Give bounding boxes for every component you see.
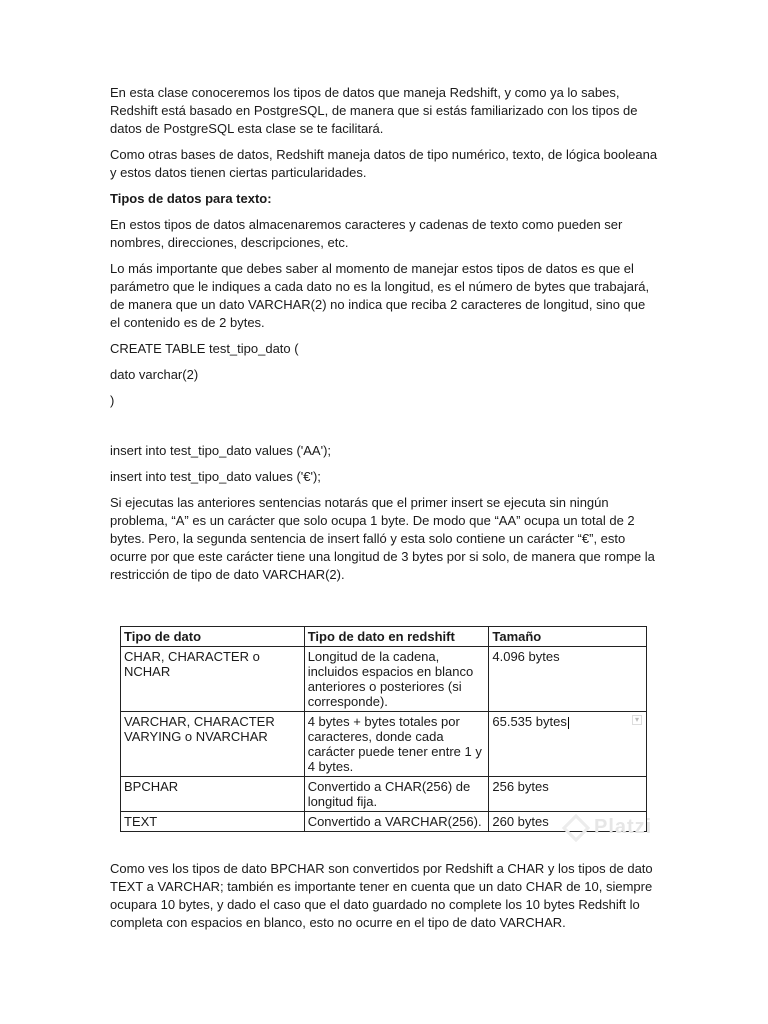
table-cell: 4.096 bytes <box>489 647 647 712</box>
code-create-table: CREATE TABLE test_tipo_dato ( <box>110 341 299 356</box>
platzi-logo-icon <box>562 814 590 842</box>
table-cell: CHAR, CHARACTER o NCHAR <box>121 647 305 712</box>
table-cell-text: 65.535 bytes <box>492 714 567 729</box>
code-close: ) <box>110 393 115 408</box>
data-types-table <box>120 626 647 832</box>
table-cell: Longitud de la cadena, incluidos espacios en blanco anteriores o posteriores (si corresponde). <box>304 647 489 712</box>
table-cell: Convertido a VARCHAR(256). <box>304 812 489 832</box>
header-size: Tamaño <box>489 627 647 647</box>
intro-paragraph: En esta clase conoceremos los tipos de datos que maneja Redshift, y como ya lo sabes, Redshift está basado en PostgreSQL, de manera que si estás familiarizado con los tipos de datos de PostgreSQL esta clase se te facilitará. <box>110 85 638 136</box>
table-cell: VARCHAR, CHARACTER VARYING o NVARCHAR <box>121 712 305 777</box>
table-header-row <box>121 627 647 647</box>
second-paragraph: Como otras bases de datos, Redshift maneja datos de tipo numérico, texto, de lógica booleana y estos datos tienen ciertas particularidades. <box>110 147 658 180</box>
important-paragraph: Lo más importante que debes saber al momento de manejar estos tipos de datos es que el parámetro que le indiques a cada dato no es la longitud, es el número de bytes que trabajará, de manera que un dato VARCHAR(2) no indica que reciba 2 caracteres de longitud, sino que el contenido es de 2 bytes. <box>110 261 650 330</box>
table-cell-selected[interactable] <box>489 712 647 777</box>
text-types-paragraph: En estos tipos de datos almacenaremos caracteres y cadenas de texto como pueden ser nombres, direcciones, descripciones, etc. <box>110 217 623 250</box>
table-row <box>121 712 647 777</box>
table-cell: BPCHAR <box>121 777 305 812</box>
table-row <box>121 777 647 812</box>
code-insert-2: insert into test_tipo_dato values ('€'); <box>110 469 321 484</box>
data-types-table-wrapper <box>120 626 647 832</box>
explanation-paragraph: Si ejecutas las anteriores sentencias notarás que el primer insert se ejecuta sin ningún problema, “A” es un carácter que solo ocupa 1 byte. De modo que “AA” ocupa un total de 2 bytes. Pero, la segunda sentencia de insert falló y esta solo contiene un carácter “€”, esto ocurre por que este carácter tiene una longitud de 3 bytes por si solo, de manera que rompe la restricción de tipo de dato VARCHAR(2). <box>110 495 655 582</box>
table-cell: Convertido a CHAR(256) de longitud fija. <box>304 777 489 812</box>
platzi-watermark <box>566 816 652 839</box>
table-row <box>121 647 647 712</box>
table-cell: 260 bytes <box>489 812 647 832</box>
code-insert-1: insert into test_tipo_dato values ('AA'); <box>110 443 332 458</box>
conclusion-paragraph: Como ves los tipos de dato BPCHAR son convertidos por Redshift a CHAR y los tipos de dato TEXT a VARCHAR; también es importante tener en cuenta que un dato CHAR de 10, siempre ocupara 10 bytes, y dado el caso que el dato guardado no complete los 10 bytes Redshift lo completa con espacios en blanco, esto no ocurre en el tipo de dato VARCHAR. <box>110 861 653 930</box>
section-heading: Tipos de datos para texto: <box>110 191 272 206</box>
watermark-text: Platzi <box>594 816 653 838</box>
table-cell: 4 bytes + bytes totales por caracteres, donde cada carácter puede tener entre 1 y 4 bytes. <box>304 712 489 777</box>
dropdown-arrow-icon[interactable]: ▾ <box>632 715 642 725</box>
table-cell: 256 bytes <box>489 777 647 812</box>
code-column: dato varchar(2) <box>110 367 199 382</box>
header-redshift-type: Tipo de dato en redshift <box>304 627 489 647</box>
conclusion-section <box>110 860 658 932</box>
text-caret <box>568 717 569 729</box>
table-cell: TEXT <box>121 812 305 832</box>
header-type: Tipo de dato <box>121 627 305 647</box>
document-body <box>110 84 658 592</box>
